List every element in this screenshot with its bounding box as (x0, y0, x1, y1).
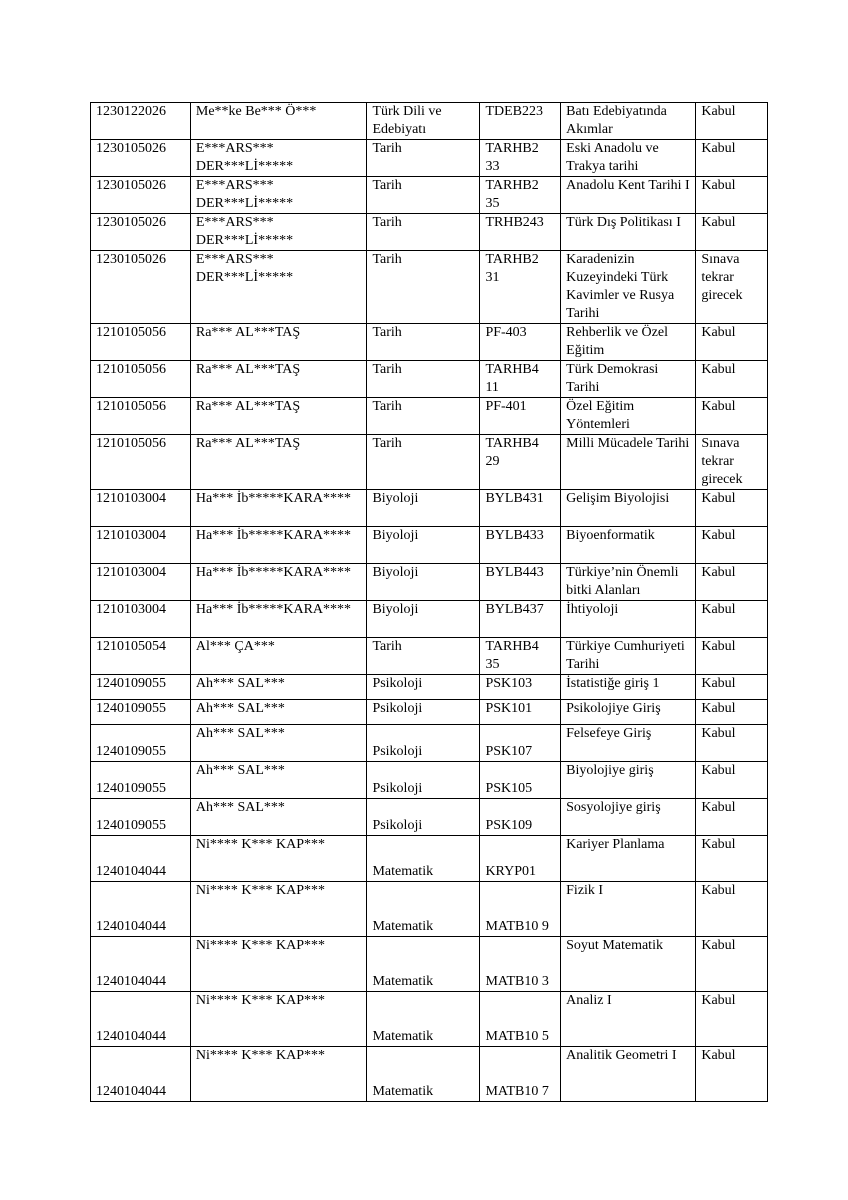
student-name-cell: Ah*** SAL*** (190, 700, 367, 725)
course-name-cell: Milli Mücadele Tarihi (561, 435, 696, 490)
student-name-cell: Ni**** K*** KAP*** (190, 882, 367, 937)
course-code-cell: BYLB443 (480, 564, 561, 601)
student-number-cell: 1210105054 (91, 638, 191, 675)
department-cell: Psikoloji (367, 675, 480, 700)
course-code-cell: BYLB433 (480, 527, 561, 564)
student-number-cell: 1230122026 (91, 103, 191, 140)
course-name-cell: Türk Dış Politikası I (561, 214, 696, 251)
table-row (91, 1047, 768, 1102)
course-code-cell: PSK105 (480, 762, 561, 799)
table-row (91, 725, 768, 762)
student-number-cell: 1240109055 (91, 725, 191, 762)
course-code-cell: KRYP01 (480, 836, 561, 882)
department-cell: Biyoloji (367, 601, 480, 638)
department-cell: Tarih (367, 361, 480, 398)
course-code-cell: PF-403 (480, 324, 561, 361)
result-cell: Kabul (696, 836, 768, 882)
department-cell: Biyoloji (367, 564, 480, 601)
student-number-cell: 1210105056 (91, 435, 191, 490)
department-cell: Matematik (367, 882, 480, 937)
table-row (91, 992, 768, 1047)
student-number-cell: 1240104044 (91, 1047, 191, 1102)
table-row (91, 762, 768, 799)
result-cell: Kabul (696, 527, 768, 564)
table-row (91, 324, 768, 361)
course-code-cell: TARHB4 35 (480, 638, 561, 675)
department-cell: Tarih (367, 638, 480, 675)
student-number-cell: 1230105026 (91, 251, 191, 324)
table-row (91, 490, 768, 527)
result-cell: Kabul (696, 992, 768, 1047)
department-cell: Tarih (367, 214, 480, 251)
department-cell: Türk Dili ve Edebiyatı (367, 103, 480, 140)
department-cell: Psikoloji (367, 725, 480, 762)
department-cell: Tarih (367, 140, 480, 177)
student-number-cell: 1240109055 (91, 762, 191, 799)
result-cell: Kabul (696, 564, 768, 601)
department-cell: Biyoloji (367, 527, 480, 564)
student-name-cell: Ha*** İb*****KARA**** (190, 527, 367, 564)
department-cell: Tarih (367, 251, 480, 324)
course-code-cell: MATB10 5 (480, 992, 561, 1047)
student-name-cell: E***ARS*** DER***Lİ***** (190, 214, 367, 251)
student-name-cell: Ha*** İb*****KARA**** (190, 564, 367, 601)
course-code-cell: MATB10 9 (480, 882, 561, 937)
student-number-cell: 1210103004 (91, 490, 191, 527)
department-cell: Matematik (367, 836, 480, 882)
student-number-cell: 1230105026 (91, 177, 191, 214)
department-cell: Psikoloji (367, 799, 480, 836)
course-name-cell: Gelişim Biyolojisi (561, 490, 696, 527)
course-code-cell: MATB10 7 (480, 1047, 561, 1102)
table-row (91, 527, 768, 564)
student-number-cell: 1240109055 (91, 700, 191, 725)
course-code-cell: TARHB2 31 (480, 251, 561, 324)
table-row (91, 214, 768, 251)
student-name-cell: Ah*** SAL*** (190, 675, 367, 700)
course-name-cell: Eski Anadolu ve Trakya tarihi (561, 140, 696, 177)
department-cell: Psikoloji (367, 762, 480, 799)
student-name-cell: Ah*** SAL*** (190, 799, 367, 836)
table-row (91, 638, 768, 675)
student-name-cell: Ah*** SAL*** (190, 762, 367, 799)
department-cell: Matematik (367, 937, 480, 992)
student-number-cell: 1210103004 (91, 527, 191, 564)
result-cell: Kabul (696, 937, 768, 992)
course-name-cell: Soyut Matematik (561, 937, 696, 992)
table-row (91, 937, 768, 992)
course-code-cell: TDEB223 (480, 103, 561, 140)
result-cell: Kabul (696, 398, 768, 435)
course-code-cell: PSK109 (480, 799, 561, 836)
course-name-cell: Fizik I (561, 882, 696, 937)
student-name-cell: Ra*** AL***TAŞ (190, 398, 367, 435)
student-number-cell: 1230105026 (91, 214, 191, 251)
department-cell: Tarih (367, 398, 480, 435)
course-name-cell: Analiz I (561, 992, 696, 1047)
table-row (91, 251, 768, 324)
student-name-cell: Ra*** AL***TAŞ (190, 435, 367, 490)
table-row (91, 103, 768, 140)
result-cell: Kabul (696, 324, 768, 361)
student-name-cell: Ni**** K*** KAP*** (190, 1047, 367, 1102)
student-name-cell: Ha*** İb*****KARA**** (190, 601, 367, 638)
result-cell: Kabul (696, 601, 768, 638)
course-name-cell: Sosyolojiye giriş (561, 799, 696, 836)
result-cell: Kabul (696, 675, 768, 700)
student-number-cell: 1210105056 (91, 398, 191, 435)
course-name-cell: Türk Demokrasi Tarihi (561, 361, 696, 398)
student-number-cell: 1240109055 (91, 675, 191, 700)
course-name-cell: Analitik Geometri I (561, 1047, 696, 1102)
student-name-cell: Ha*** İb*****KARA**** (190, 490, 367, 527)
student-name-cell: Al*** ÇA*** (190, 638, 367, 675)
course-name-cell: Batı Edebiyatında Akımlar (561, 103, 696, 140)
table-row (91, 799, 768, 836)
result-cell: Kabul (696, 103, 768, 140)
student-name-cell: Ni**** K*** KAP*** (190, 937, 367, 992)
student-number-cell: 1210103004 (91, 601, 191, 638)
course-name-cell: Türkiye’nin Önemli bitki Alanları (561, 564, 696, 601)
student-name-cell: E***ARS*** DER***Lİ***** (190, 251, 367, 324)
table-row (91, 564, 768, 601)
result-cell: Kabul (696, 882, 768, 937)
student-number-cell: 1210105056 (91, 324, 191, 361)
course-name-cell: Anadolu Kent Tarihi I (561, 177, 696, 214)
result-cell: Kabul (696, 140, 768, 177)
course-code-cell: PSK107 (480, 725, 561, 762)
course-name-cell: İstatistiğe giriş 1 (561, 675, 696, 700)
table-row (91, 398, 768, 435)
course-name-cell: Özel Eğitim Yöntemleri (561, 398, 696, 435)
course-code-cell: TRHB243 (480, 214, 561, 251)
course-name-cell: Kariyer Planlama (561, 836, 696, 882)
course-code-cell: MATB10 3 (480, 937, 561, 992)
student-name-cell: Ra*** AL***TAŞ (190, 324, 367, 361)
student-number-cell: 1240104044 (91, 937, 191, 992)
student-name-cell: E***ARS*** DER***Lİ***** (190, 177, 367, 214)
department-cell: Matematik (367, 1047, 480, 1102)
course-name-cell: Karadenizin Kuzeyindeki Türk Kavimler ve Rusya Tarihi (561, 251, 696, 324)
result-cell: Kabul (696, 799, 768, 836)
course-name-cell: İhtiyoloji (561, 601, 696, 638)
student-number-cell: 1230105026 (91, 140, 191, 177)
student-number-cell: 1240104044 (91, 836, 191, 882)
table-row (91, 177, 768, 214)
student-number-cell: 1240104044 (91, 882, 191, 937)
course-code-cell: TARHB4 11 (480, 361, 561, 398)
result-cell: Kabul (696, 725, 768, 762)
course-code-cell: TARHB4 29 (480, 435, 561, 490)
course-code-cell: PSK103 (480, 675, 561, 700)
student-name-cell: E***ARS*** DER***Lİ***** (190, 140, 367, 177)
result-cell: Kabul (696, 214, 768, 251)
course-code-cell: PF-401 (480, 398, 561, 435)
result-cell: Kabul (696, 638, 768, 675)
student-name-cell: Ra*** AL***TAŞ (190, 361, 367, 398)
student-name-cell: Ah*** SAL*** (190, 725, 367, 762)
course-name-cell: Biyolojiye giriş (561, 762, 696, 799)
student-name-cell: Ni**** K*** KAP*** (190, 992, 367, 1047)
department-cell: Matematik (367, 992, 480, 1047)
course-name-cell: Felsefeye Giriş (561, 725, 696, 762)
result-cell: Kabul (696, 361, 768, 398)
student-number-cell: 1240109055 (91, 799, 191, 836)
course-name-cell: Psikolojiye Giriş (561, 700, 696, 725)
table-row (91, 601, 768, 638)
course-code-cell: PSK101 (480, 700, 561, 725)
table-row (91, 675, 768, 700)
course-code-cell: BYLB431 (480, 490, 561, 527)
result-cell: Kabul (696, 762, 768, 799)
course-name-cell: Biyoenformatik (561, 527, 696, 564)
student-number-cell: 1210105056 (91, 361, 191, 398)
course-name-cell: Rehberlik ve Özel Eğitim (561, 324, 696, 361)
result-cell: Sınava tekrar girecek (696, 251, 768, 324)
table-row (91, 361, 768, 398)
table-row (91, 836, 768, 882)
department-cell: Biyoloji (367, 490, 480, 527)
result-cell: Kabul (696, 700, 768, 725)
table-row (91, 882, 768, 937)
results-table-body (91, 103, 768, 1102)
student-name-cell: Ni**** K*** KAP*** (190, 836, 367, 882)
table-row (91, 700, 768, 725)
department-cell: Tarih (367, 177, 480, 214)
course-name-cell: Türkiye Cumhuriyeti Tarihi (561, 638, 696, 675)
result-cell: Kabul (696, 490, 768, 527)
results-table (90, 102, 768, 1102)
student-number-cell: 1240104044 (91, 992, 191, 1047)
table-row (91, 435, 768, 490)
course-code-cell: BYLB437 (480, 601, 561, 638)
result-cell: Kabul (696, 1047, 768, 1102)
department-cell: Tarih (367, 324, 480, 361)
department-cell: Tarih (367, 435, 480, 490)
table-row (91, 140, 768, 177)
course-code-cell: TARHB2 33 (480, 140, 561, 177)
student-name-cell: Me**ke Be*** Ö*** (190, 103, 367, 140)
result-cell: Kabul (696, 177, 768, 214)
course-code-cell: TARHB2 35 (480, 177, 561, 214)
department-cell: Psikoloji (367, 700, 480, 725)
student-number-cell: 1210103004 (91, 564, 191, 601)
result-cell: Sınava tekrar girecek (696, 435, 768, 490)
